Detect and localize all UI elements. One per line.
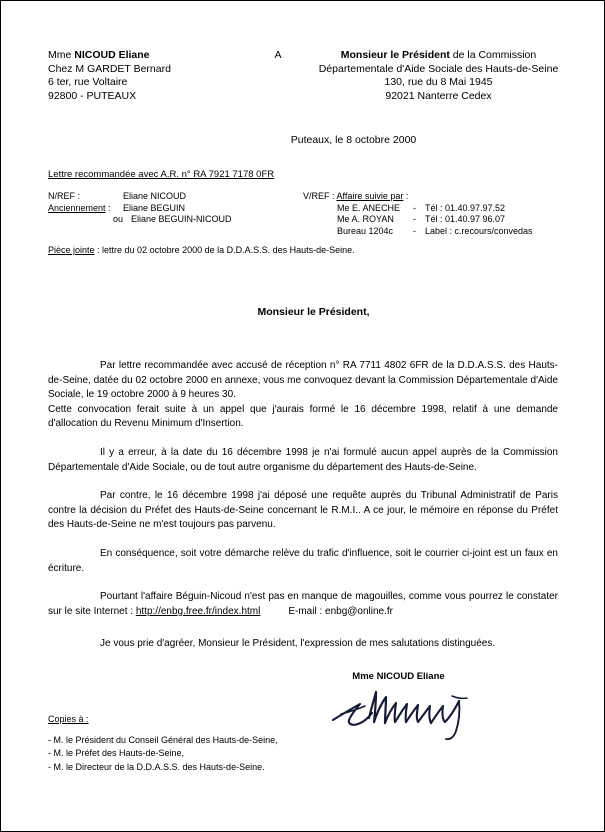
recipient-city: 92021 Nanterre Cedex	[385, 89, 492, 102]
attachment-label: Pièce jointe	[48, 245, 95, 255]
copies-list-item: - M. le Directeur de la D.D.A.S.S. des Hauts-de-Seine.	[48, 761, 265, 772]
recipient-org: Départementale d'Aide Sociale des Hauts-de-Seine	[318, 62, 559, 75]
their-reference-label: V/REF :	[303, 191, 337, 201]
copies-title-text: Copies à	[48, 714, 84, 724]
attachment-text: : lettre du 02 octobre 2000 de la D.D.A.S.S. des Hauts-de-Seine.	[94, 245, 355, 255]
paragraph-1b: Cette convocation ferait suite à un appel que j'aurais formé le 16 décembre 1998, relatif à une demande d'allocation du Revenu Minimum d'Insertion.	[48, 403, 558, 430]
copies-title-colon: :	[83, 714, 89, 724]
contact-row	[303, 214, 583, 226]
alternate-name-value: Eliane BEGUIN-NICOUD	[131, 214, 232, 224]
paragraph-3: Par contre, le 16 décembre 1998 j'ai déposé une requête auprès du Tribunal Administratif de Paris contre la décision du Préfet des Hauts-de-Seine concernant le R.M.I.. A ce jour, le mémoire en réponse du Préfet des Hauts-de-Seine ne m'est toujours pas parvenu.	[48, 490, 558, 531]
sender-name-line	[48, 49, 263, 63]
sender-city: 92800 - PUTEAUX	[48, 89, 137, 102]
former-name-value: Eliane BEGUIN	[123, 202, 186, 213]
case-handler-heading-colon: :	[403, 191, 409, 201]
paragraph-5	[48, 590, 558, 619]
contact-value: Tél : 01.40.97 96.07	[425, 214, 506, 224]
contact-name: Bureau 1204c	[337, 225, 394, 236]
case-handler-heading: Affaire suivie par	[336, 191, 404, 201]
attachment-line	[48, 245, 355, 255]
their-reference-heading	[303, 191, 583, 203]
copies-list	[48, 734, 278, 775]
contact-value: Tél : 01.40.97.97.52	[425, 202, 506, 213]
former-name-label	[48, 203, 123, 215]
paragraph-1a: Par lettre recommandée avec accusé de réception n° RA 7711 4802 6FR de la D.D.A.S.S. des Hauts-de-Seine, datée du 02 octobre 2000 en annexe, vous me convoquez devant la Commission Départementale d'Aide Sociale, le 19 octobre 2000 à 9 heures 30.	[48, 360, 558, 401]
email-label: E-mail :	[288, 605, 326, 617]
contact-separator: -	[413, 225, 416, 236]
letter-body	[48, 359, 558, 633]
our-reference-row	[48, 191, 303, 203]
signatory-name: Mme NICOUD Eliane	[352, 671, 445, 682]
copies-list-item: - M. le Préfet des Hauts-de-Seine,	[48, 748, 185, 758]
former-name-label-text: Anciennement	[48, 202, 106, 213]
closing-formula: Je vous prie d'agréer, Monsieur le Président, l'expression de mes salutations distinguées.	[100, 638, 496, 649]
sender-street: 6 ter, rue Voltaire	[48, 76, 128, 88]
contact-name: Me A. ROYAN	[337, 214, 394, 224]
their-reference-block	[303, 191, 583, 237]
paragraph-4: En conséquence, soit votre démarche relève du trafic d'influence, soit le courrier ci-joint est un faux en écriture.	[48, 547, 558, 574]
contact-name: Me E. ANECHE	[337, 202, 401, 213]
alternate-name-row	[48, 214, 303, 226]
contact-separator: -	[413, 214, 416, 224]
our-reference-value: Eliane NICOUD	[123, 191, 187, 201]
date-line: Puteaux, le 8 octobre 2000	[290, 134, 417, 146]
contact-row	[303, 203, 583, 215]
paragraph-2: Il y a erreur, à la date du 16 décembre 1998 je n'ai formulé aucun appel auprès de la Commission Départementale d'Aide Sociale, ou de tout autre organisme du département des Hauts-de-Seine.	[48, 446, 558, 473]
contact-row	[303, 226, 583, 238]
copies-list-item: - M. le Président du Conseil Général des Hauts-de-Seine,	[48, 734, 278, 745]
references-block	[1, 191, 605, 237]
salutation: Monsieur le Président,	[257, 306, 370, 318]
sender-title: Mme	[48, 49, 75, 61]
email-address[interactable]: enbg@online.fr	[325, 605, 393, 617]
copies-block	[48, 713, 278, 774]
recipient-title-line	[293, 49, 584, 63]
contact-value: Label : c.recours/convedas	[425, 225, 533, 236]
alternate-name-label: ou	[112, 214, 123, 224]
handwritten-signature	[329, 682, 509, 744]
copies-title	[48, 713, 278, 727]
sender-care-of: Chez M GARDET Bernard	[48, 62, 171, 75]
sender-name: NICOUD Eliane	[74, 49, 150, 61]
our-reference-label: N/REF :	[48, 191, 81, 201]
sender-address-block	[48, 49, 263, 103]
website-url-link[interactable]: http://enbg.free.fr/index.html	[135, 605, 261, 617]
paragraph-5-text: Pourtant l'affaire Béguin-Nicoud n'est pas en manque de magouilles, comme vous pourrez le constater sur le site Internet :	[48, 591, 558, 617]
recipient-address-block	[293, 49, 605, 103]
recipient-title: Monsieur le Président	[340, 49, 450, 61]
recipient-org-part: de la Commission	[449, 49, 537, 61]
our-reference-block	[48, 191, 303, 226]
registered-letter-reference: Lettre recommandée avec A.R. n° RA 7921 7178 0FR	[48, 169, 275, 180]
address-header	[1, 49, 605, 103]
attention-marker: A	[274, 49, 282, 61]
recipient-street: 130, rue du 8 Mai 1945	[384, 76, 493, 88]
former-name-row	[48, 203, 303, 215]
former-name-label-colon: :	[105, 202, 111, 213]
contact-separator: -	[413, 202, 416, 213]
